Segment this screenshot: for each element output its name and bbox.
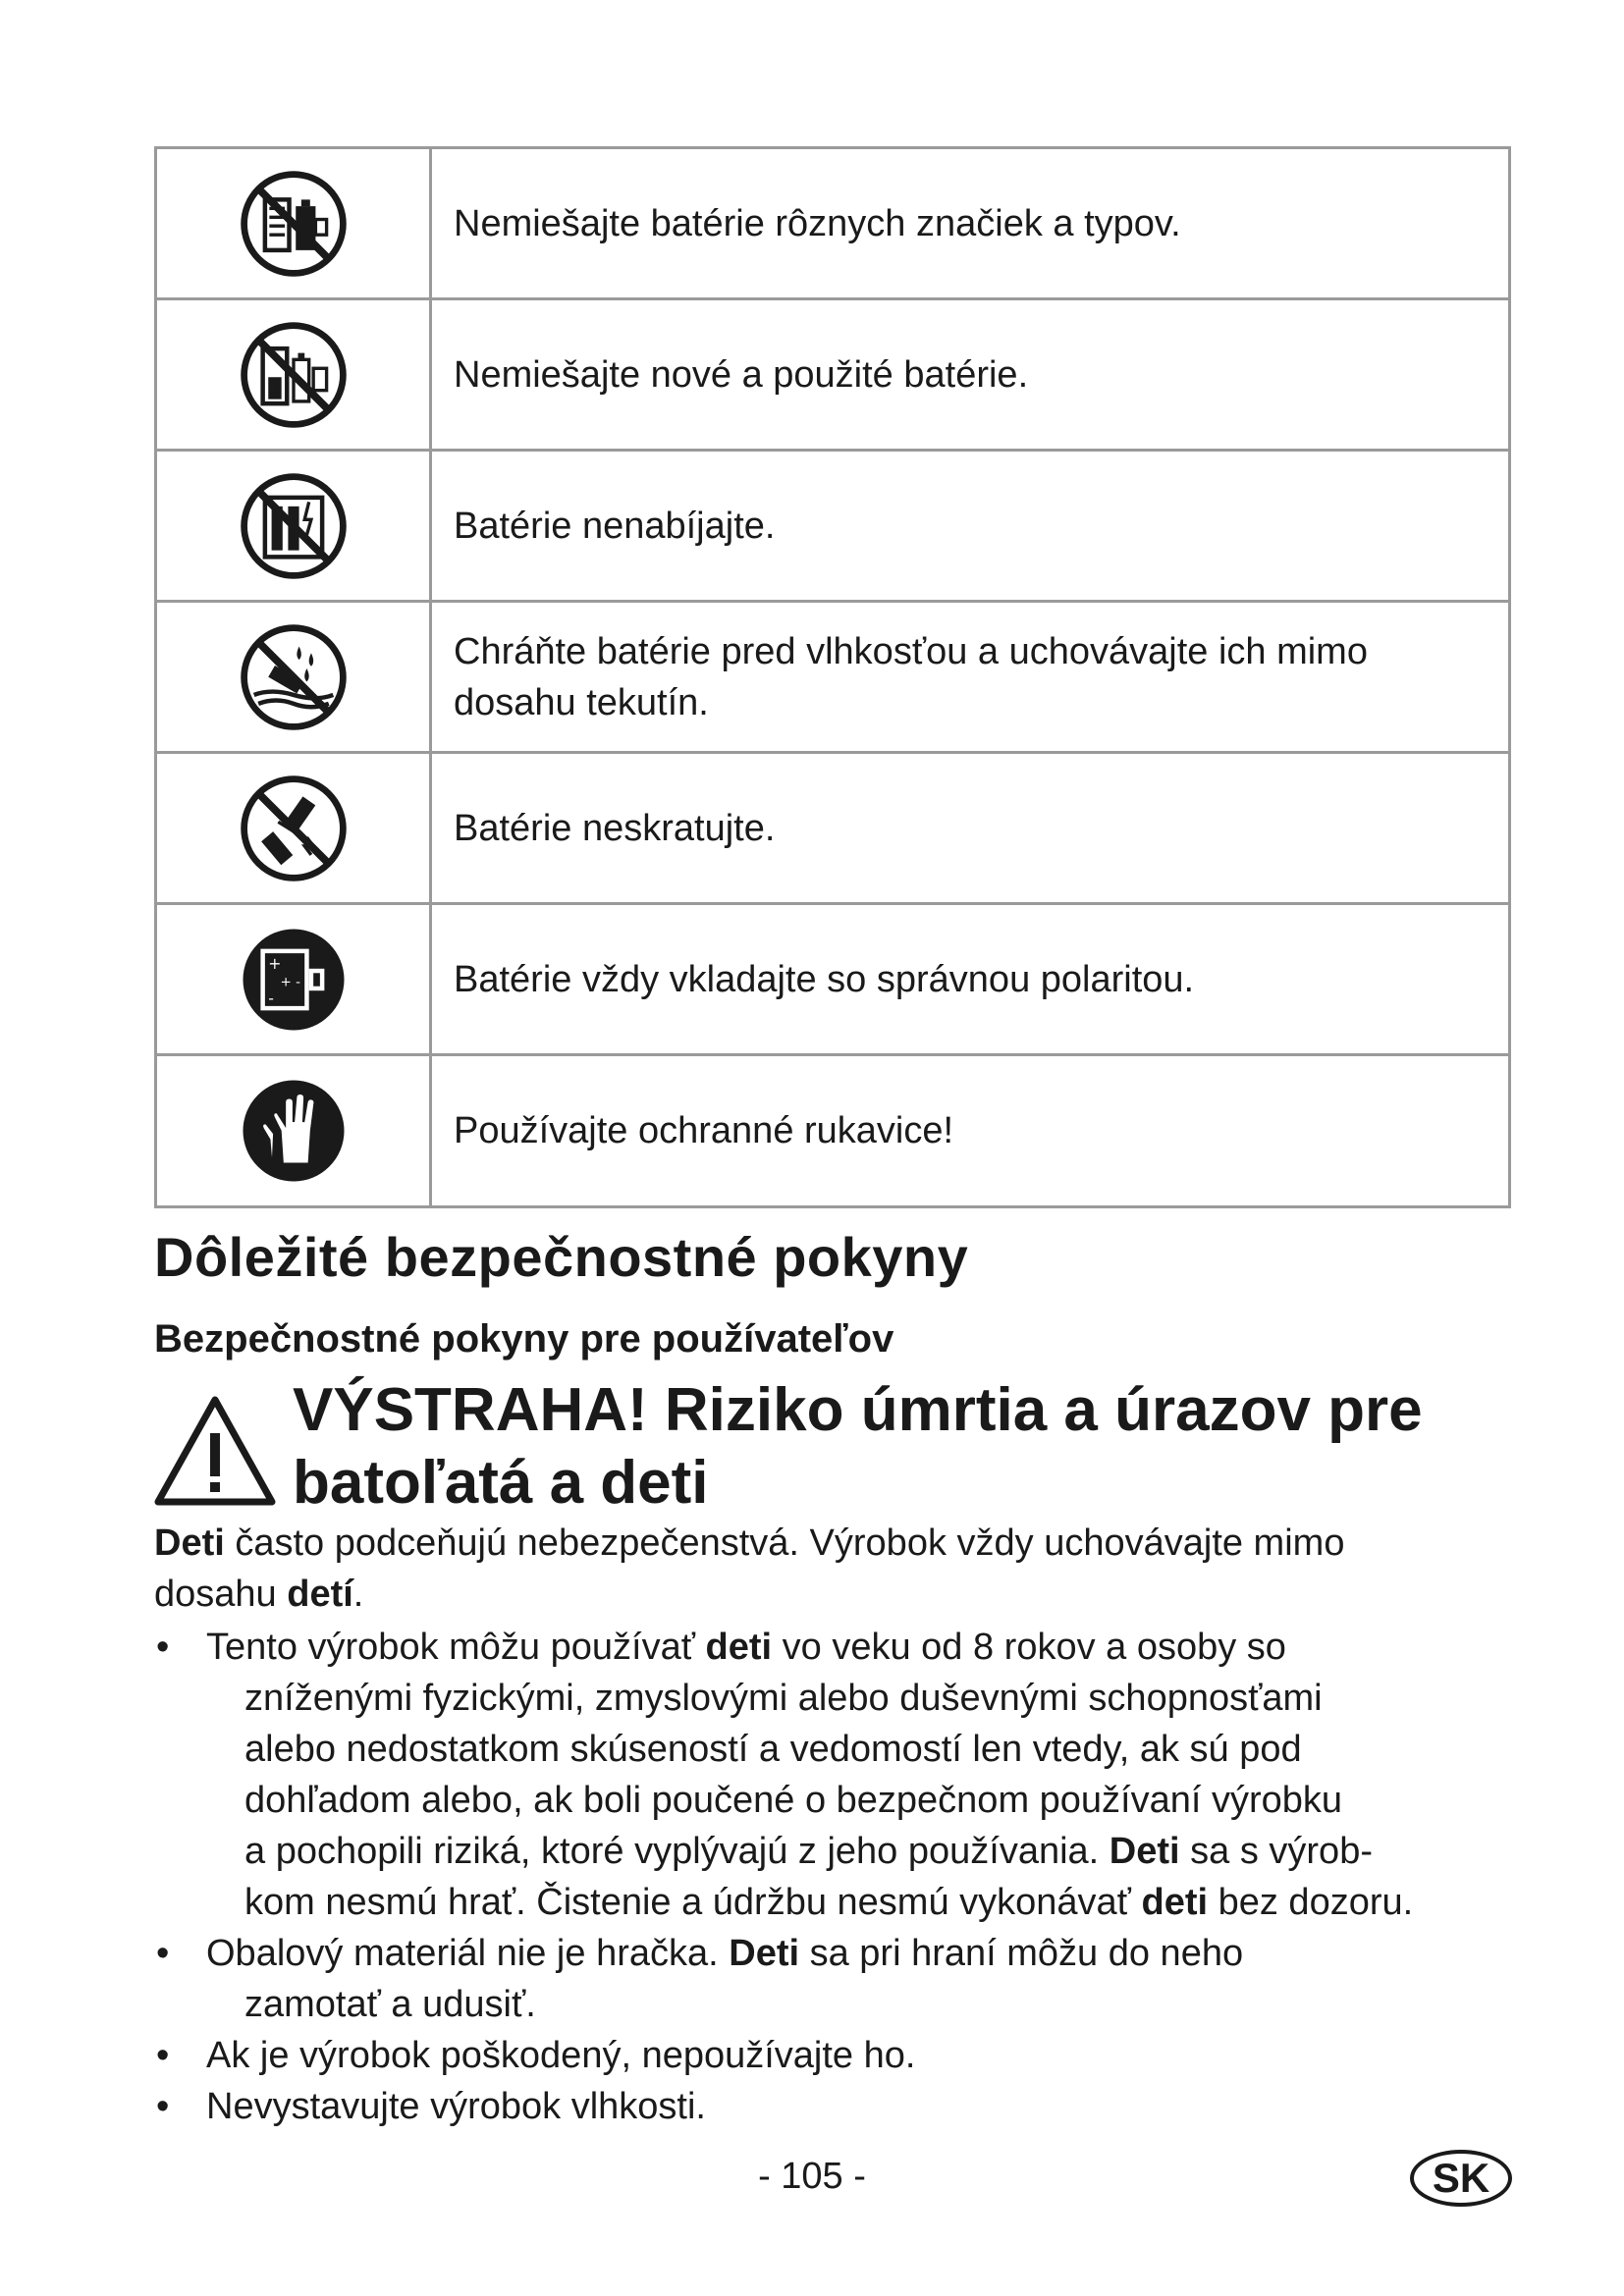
battery-safety-table [154,146,1511,1208]
text: zníženými fyzickými, zmyslovými alebo duševnými schopnosťami [244,1678,1323,1719]
bullet-dot: • [156,1933,170,1974]
page-number: - 105 - [758,2156,866,2197]
text: často podceňujú nebezpečenstvá. Výrobok vždy uchovávajte mimo [224,1522,1345,1564]
list-item [154,1622,1529,1928]
list-item [154,2030,1529,2081]
text: dohľadom alebo, ak boli poučené o bezpečnom používaní výrobku [244,1780,1343,1821]
no-mixing-new-used-icon [239,320,349,430]
list-item [154,2081,1529,2132]
list-item [154,1928,1529,2030]
table-row [157,603,1508,754]
table-row [157,300,1508,452]
text: zamotať a udusiť. [244,1984,536,2025]
icon-cell [157,905,432,1053]
text: sa pri hraní môžu do neho [799,1933,1244,1974]
bold-term: deti [705,1627,773,1668]
icon-cell [157,1056,432,1205]
table-row [157,149,1508,300]
bullet-dot: • [156,2035,170,2076]
text: Obalový materiál nie je hračka. [206,1933,730,1974]
row-text: Batérie nenabíjajte. [454,505,776,547]
row-text: Nemiešajte batérie rôznych značiek a typov. [454,202,1181,244]
icon-cell [157,754,432,902]
text: kom nesmú hrať. Čistenie a údržbu nesmú vykonávať [244,1882,1142,1923]
warning-title-line: batoľatá a deti [293,1449,709,1517]
text: Ak je výrobok poškodený, nepoužívajte ho. [206,2035,916,2076]
text: vo veku od 8 rokov a osoby so [772,1627,1286,1668]
safety-bullet-list [154,1622,1529,2132]
warning-triangle-icon [152,1394,278,1510]
no-moisture-icon [239,622,349,732]
text: Nevystavujte výrobok vlhkosti. [206,2086,706,2127]
no-mixing-brands-icon [239,169,349,279]
svg-text:-: - [267,988,274,1008]
bold-term: detí [287,1574,353,1615]
bold-term: Deti [154,1522,225,1564]
table-row [157,754,1508,905]
bold-term: deti [1141,1882,1209,1923]
table-row [157,905,1508,1056]
svg-text:+: + [267,953,281,973]
svg-text:+ -: + - [280,975,300,990]
row-text: Používajte ochranné rukavice! [454,1110,954,1151]
no-short-circuit-icon [239,774,349,883]
bullet-dot: • [156,2086,170,2127]
text: alebo nedostatkom skúseností a vedomostí len vtedy, ak sú pod [244,1729,1302,1770]
icon-cell [157,300,432,449]
table-row [157,452,1508,603]
text: a pochopili riziká, ktoré vyplývajú z jeho používania. [244,1831,1110,1872]
language-badge: SK [1410,2150,1512,2207]
table-row [157,1056,1508,1205]
bold-term: Deti [729,1933,800,1974]
row-text: Batérie vždy vkladajte so správnou polaritou. [454,958,1195,1000]
icon-cell [157,452,432,600]
row-text: Batérie neskratujte. [454,807,776,849]
icon-cell [157,603,432,751]
text: sa s výrob- [1179,1831,1373,1872]
correct-polarity-icon [239,925,349,1035]
section-title: Dôležité bezpečnostné pokyny [154,1226,969,1288]
text: bez dozoru. [1208,1882,1414,1923]
no-recharge-icon [239,471,349,581]
warning-paragraph [154,1518,1529,1620]
warning-title [293,1374,1520,1520]
text: Tento výrobok môžu používať [206,1627,706,1668]
section-subtitle: Bezpečnostné pokyny pre používateľov [154,1317,894,1361]
row-text: Nemiešajte nové a použité batérie. [454,353,1029,396]
protective-gloves-icon [239,1076,349,1186]
text: . [352,1574,364,1615]
warning-title-line: VÝSTRAHA! Riziko úmrtia a úrazov pre [293,1376,1423,1444]
bullet-dot: • [156,1627,170,1668]
row-text: Chráňte batérie pred vlhkosťou a uchovávajte ich mimo dosahu tekutín. [454,630,1368,723]
icon-cell [157,149,432,297]
bold-term: Deti [1109,1831,1180,1872]
text: dosahu [154,1574,288,1615]
